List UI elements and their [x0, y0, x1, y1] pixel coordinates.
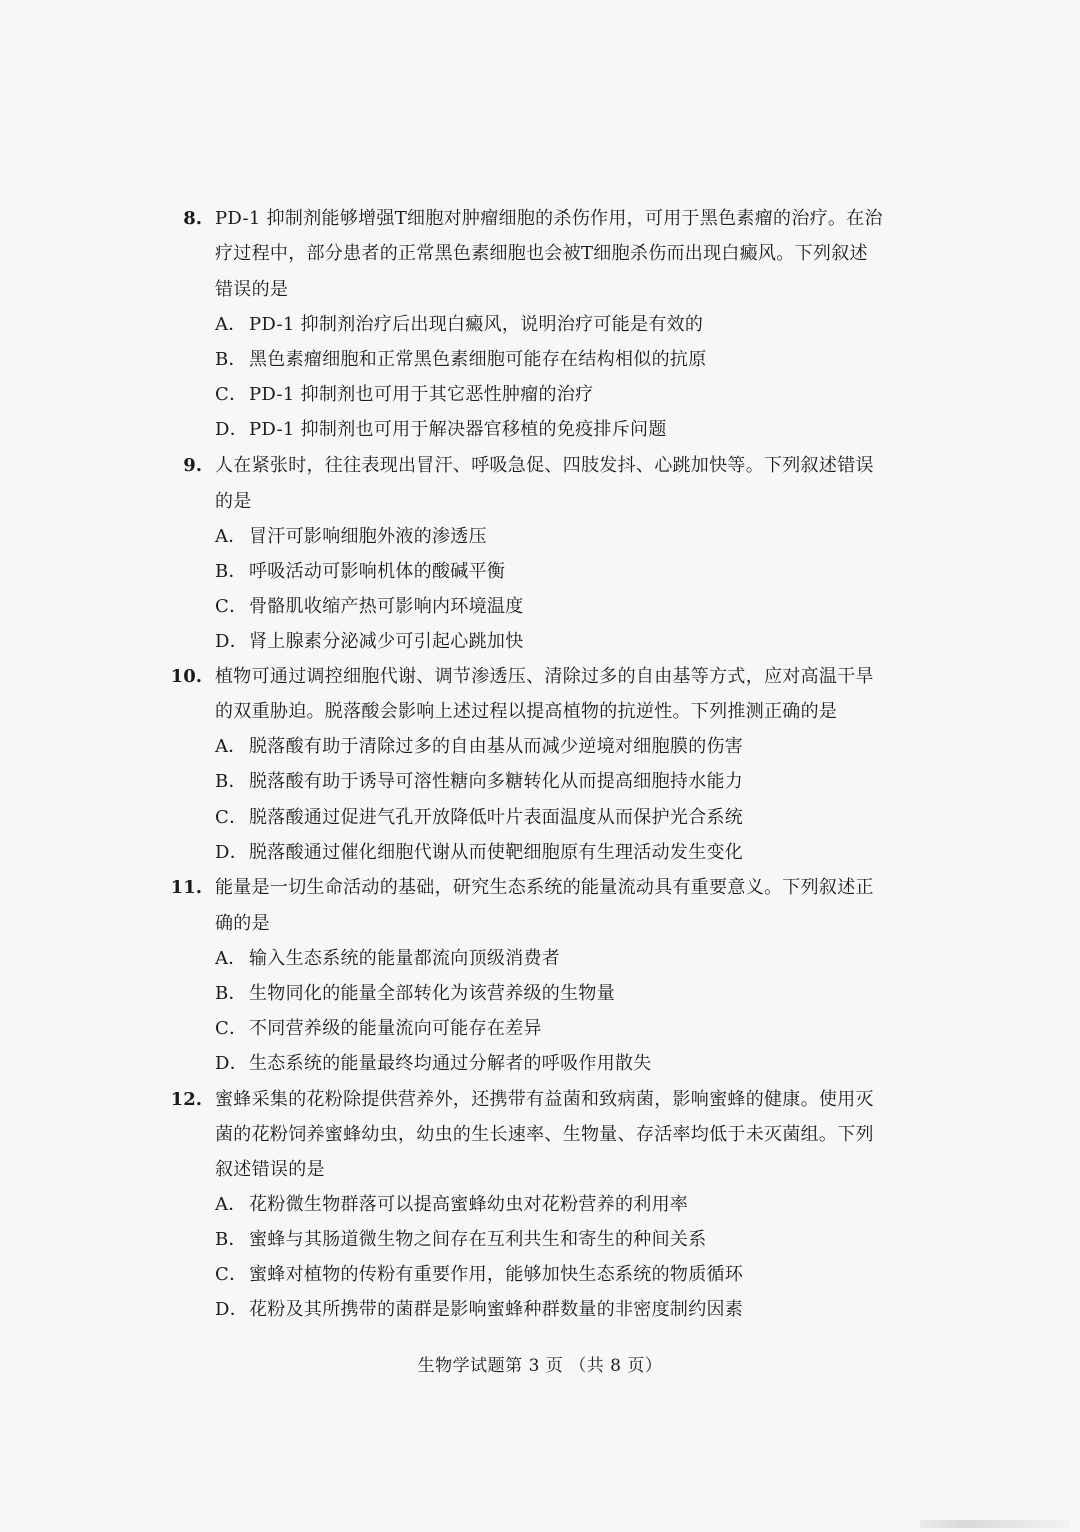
option-text: 花粉微生物群落可以提高蜜蜂幼虫对花粉营养的利用率: [249, 1194, 689, 1215]
option-c: [215, 1262, 743, 1288]
option-text: 脱落酸有助于诱导可溶性糖向多糖转化从而提高细胞持水能力: [249, 771, 744, 792]
option-letter: D．: [215, 842, 249, 863]
option-letter: A．: [215, 526, 247, 547]
option-a: [215, 1192, 688, 1218]
option-a: [215, 312, 703, 338]
question-stem-line: 菌的花粉饲养蜜蜂幼虫，幼虫的生长速率、生物量、存活率均低于未灭菌组。下列: [215, 1124, 874, 1145]
question-stem-line: 错误的是: [215, 279, 289, 300]
option-text: 黑色素瘤细胞和正常黑色素细胞可能存在结构相似的抗原: [249, 349, 707, 370]
question-stem-line: 的是: [215, 491, 252, 512]
option-c: [215, 594, 524, 620]
option-letter: B．: [215, 1229, 247, 1250]
option-letter: D．: [215, 1053, 249, 1074]
option-a: [215, 524, 487, 550]
option-d: [215, 629, 524, 655]
option-text: 冒汗可影响细胞外液的渗透压: [249, 526, 487, 547]
option-d: [215, 1051, 652, 1077]
option-a: [215, 946, 560, 972]
option-text: 骨骼肌收缩产热可影响内环境温度: [249, 596, 524, 617]
option-c: [215, 805, 743, 831]
question-stem-line: 的双重胁迫。脱落酸会影响上述过程以提高植物的抗逆性。下列推测正确的是: [215, 701, 838, 722]
option-text: 脱落酸有助于清除过多的自由基从而减少逆境对细胞膜的伤害: [249, 736, 744, 757]
option-letter: C．: [215, 1018, 248, 1039]
question-stem-line: 疗过程中，部分患者的正常黑色素细胞也会被T细胞杀伤而出现白癜风。下列叙述: [215, 243, 868, 264]
option-c: [215, 1016, 542, 1042]
option-text: 生物同化的能量全部转化为该营养级的生物量: [249, 983, 615, 1004]
option-c: [215, 382, 593, 408]
question-number: 10.: [170, 666, 202, 687]
option-letter: A．: [215, 736, 247, 757]
option-letter: B．: [215, 983, 247, 1004]
option-letter: B．: [215, 561, 247, 582]
option-text: 输入生态系统的能量都流向顶级消费者: [249, 948, 561, 969]
option-letter: C．: [215, 596, 248, 617]
option-d: [215, 1297, 743, 1323]
option-letter: A．: [215, 314, 247, 335]
question-stem-line: 植物可通过调控细胞代谢、调节渗透压、清除过多的自由基等方式，应对高温干旱: [215, 666, 874, 687]
question-stem-line: 蜜蜂采集的花粉除提供营养外，还携带有益菌和致病菌，影响蜜蜂的健康。使用灭: [215, 1089, 874, 1110]
option-text: PD-1 抑制剂治疗后出现白癜风，说明治疗可能是有效的: [249, 314, 704, 335]
option-letter: C．: [215, 1264, 248, 1285]
option-text: 蜜蜂与其肠道微生物之间存在互利共生和寄生的种间关系: [249, 1229, 707, 1250]
option-d: [215, 840, 743, 866]
option-text: 脱落酸通过催化细胞代谢从而使靶细胞原有生理活动发生变化: [249, 842, 744, 863]
option-letter: A．: [215, 1194, 247, 1215]
option-a: [215, 734, 743, 760]
option-letter: D．: [215, 1299, 249, 1320]
option-letter: B．: [215, 349, 247, 370]
option-letter: A．: [215, 948, 247, 969]
page-footer: 生物学试题第 3 页 （共 8 页）: [417, 1356, 663, 1376]
question-number: 8.: [183, 208, 202, 229]
option-b: [215, 981, 615, 1007]
option-d: [215, 417, 667, 443]
question-stem-line: 确的是: [215, 913, 270, 934]
option-b: [215, 559, 505, 585]
question-stem-line: PD-1 抑制剂能够增强T细胞对肿瘤细胞的杀伤作用，可用于黑色素瘤的治疗。在治: [215, 208, 883, 229]
question-stem-line: 叙述错误的是: [215, 1159, 325, 1180]
option-text: 脱落酸通过促进气孔开放降低叶片表面温度从而保护光合系统: [249, 807, 744, 828]
option-text: PD-1 抑制剂也可用于其它恶性肿瘤的治疗: [249, 384, 594, 405]
option-letter: C．: [215, 384, 248, 405]
option-text: PD-1 抑制剂也可用于解决器官移植的免疫排斥问题: [249, 419, 667, 440]
option-b: [215, 769, 743, 795]
option-text: 肾上腺素分泌减少可引起心跳加快: [249, 631, 524, 652]
option-text: 蜜蜂对植物的传粉有重要作用，能够加快生态系统的物质循环: [249, 1264, 744, 1285]
option-text: 花粉及其所携带的菌群是影响蜜蜂种群数量的非密度制约因素: [249, 1299, 744, 1320]
option-letter: D．: [215, 419, 249, 440]
question-number: 9.: [183, 455, 202, 476]
option-letter: B．: [215, 771, 247, 792]
option-text: 生态系统的能量最终均通过分解者的呼吸作用散失: [249, 1053, 652, 1074]
option-text: 不同营养级的能量流向可能存在差异: [249, 1018, 542, 1039]
question-stem-line: 人在紧张时，往往表现出冒汗、呼吸急促、四肢发抖、心跳加快等。下列叙述错误: [215, 455, 874, 476]
option-letter: D．: [215, 631, 249, 652]
question-stem-line: 能量是一切生命活动的基础，研究生态系统的能量流动具有重要意义。下列叙述正: [215, 877, 874, 898]
question-number: 11.: [170, 877, 202, 898]
option-letter: C．: [215, 807, 248, 828]
option-b: [215, 347, 707, 373]
option-text: 呼吸活动可影响机体的酸碱平衡: [249, 561, 506, 582]
scan-artifact: [920, 1520, 1070, 1528]
question-number: 12.: [170, 1089, 202, 1110]
option-b: [215, 1227, 707, 1253]
